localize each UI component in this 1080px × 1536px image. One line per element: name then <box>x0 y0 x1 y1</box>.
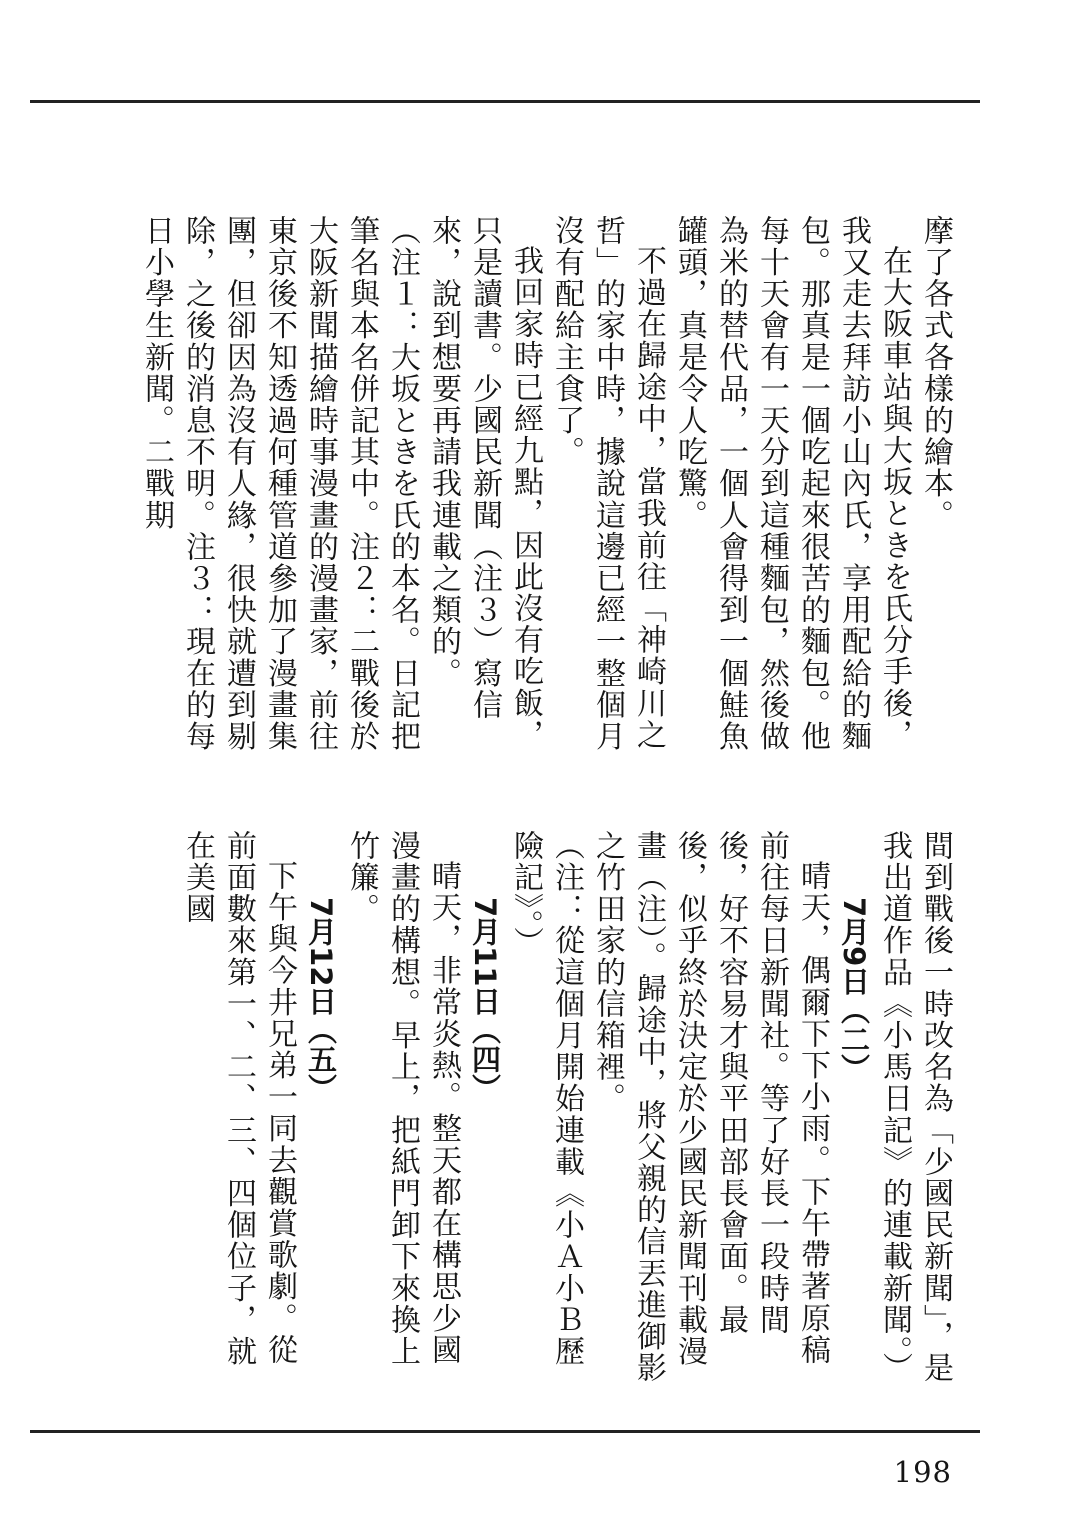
bottom-rule <box>30 1430 980 1433</box>
paragraph: 晴天，偶爾下下小雨。下午帶著原稿前往每日新聞社。等了好長一段時間後，好不容易才與平田部長會面。最後，似乎終於決定於少國民新聞刊載漫畫（注）。歸途中，將父親的信丟進御影之竹田家的信箱裡。 <box>590 830 830 1384</box>
footnote-paragraph: （注：從這個月開始連載《小Ａ小Ｂ歷險記》。） <box>508 830 584 1368</box>
top-rule <box>30 100 980 103</box>
diary-date-heading: 7月9日（二） <box>837 896 871 1083</box>
upper-text-block <box>126 215 956 775</box>
lower-text-block <box>126 830 956 1392</box>
paragraph: 下午與今井兄弟一同去觀賞歌劇。從前面數來第一、二、三、四個位子，就在美國 <box>180 830 297 1368</box>
page-number: 198 <box>893 1455 952 1489</box>
paragraph: 在大阪車站與大坂ときを氏分手後，我又走去拜訪小山內氏，享用配給的麵包。那真是一個吃起來很苦的麵包。他每十天會有一天分到這種麵包，然後做為米的替代品，一個人會得到一個鮭魚罐頭，真是令人吃驚。 <box>672 215 912 753</box>
paragraph: 不過在歸途中，當我前往「神崎川之哲」的家中時，據說這邊已經一整個月沒有配給主食了。 <box>549 215 666 753</box>
footnote-continuation: 間到戰後一時改名為「少國民新聞」，是我出道作品《小馬日記》的連載新聞。） <box>877 830 953 1384</box>
footnote-paragraph: （注１：大坂ときを氏的本名。日記把筆名與本名併記其中。注２：二戰後於大阪新聞描繪時事漫畫的漫畫家，前往東京後不知透過何種管道參加了漫畫集團，但卻因為沒有人緣，很快就遭到剔除，之後的消息不明。注３：現在的每日小學生新聞。二戰期 <box>139 215 420 753</box>
paragraph: 晴天，非常炎熱。整天都在構思少國漫畫的構想。早上，把紙門卸下來換上竹簾。 <box>344 830 461 1368</box>
paragraph: 摩了各式各樣的繪本。 <box>918 215 953 531</box>
paragraph: 我回家時已經九點，因此沒有吃飯，只是讀書。少國民新聞（注３）寫信來，說到想要再請我連載之類的。 <box>426 215 543 751</box>
diary-date-heading: 7月11日（四） <box>468 896 502 1103</box>
diary-date-heading: 7月12日（五） <box>304 896 338 1103</box>
